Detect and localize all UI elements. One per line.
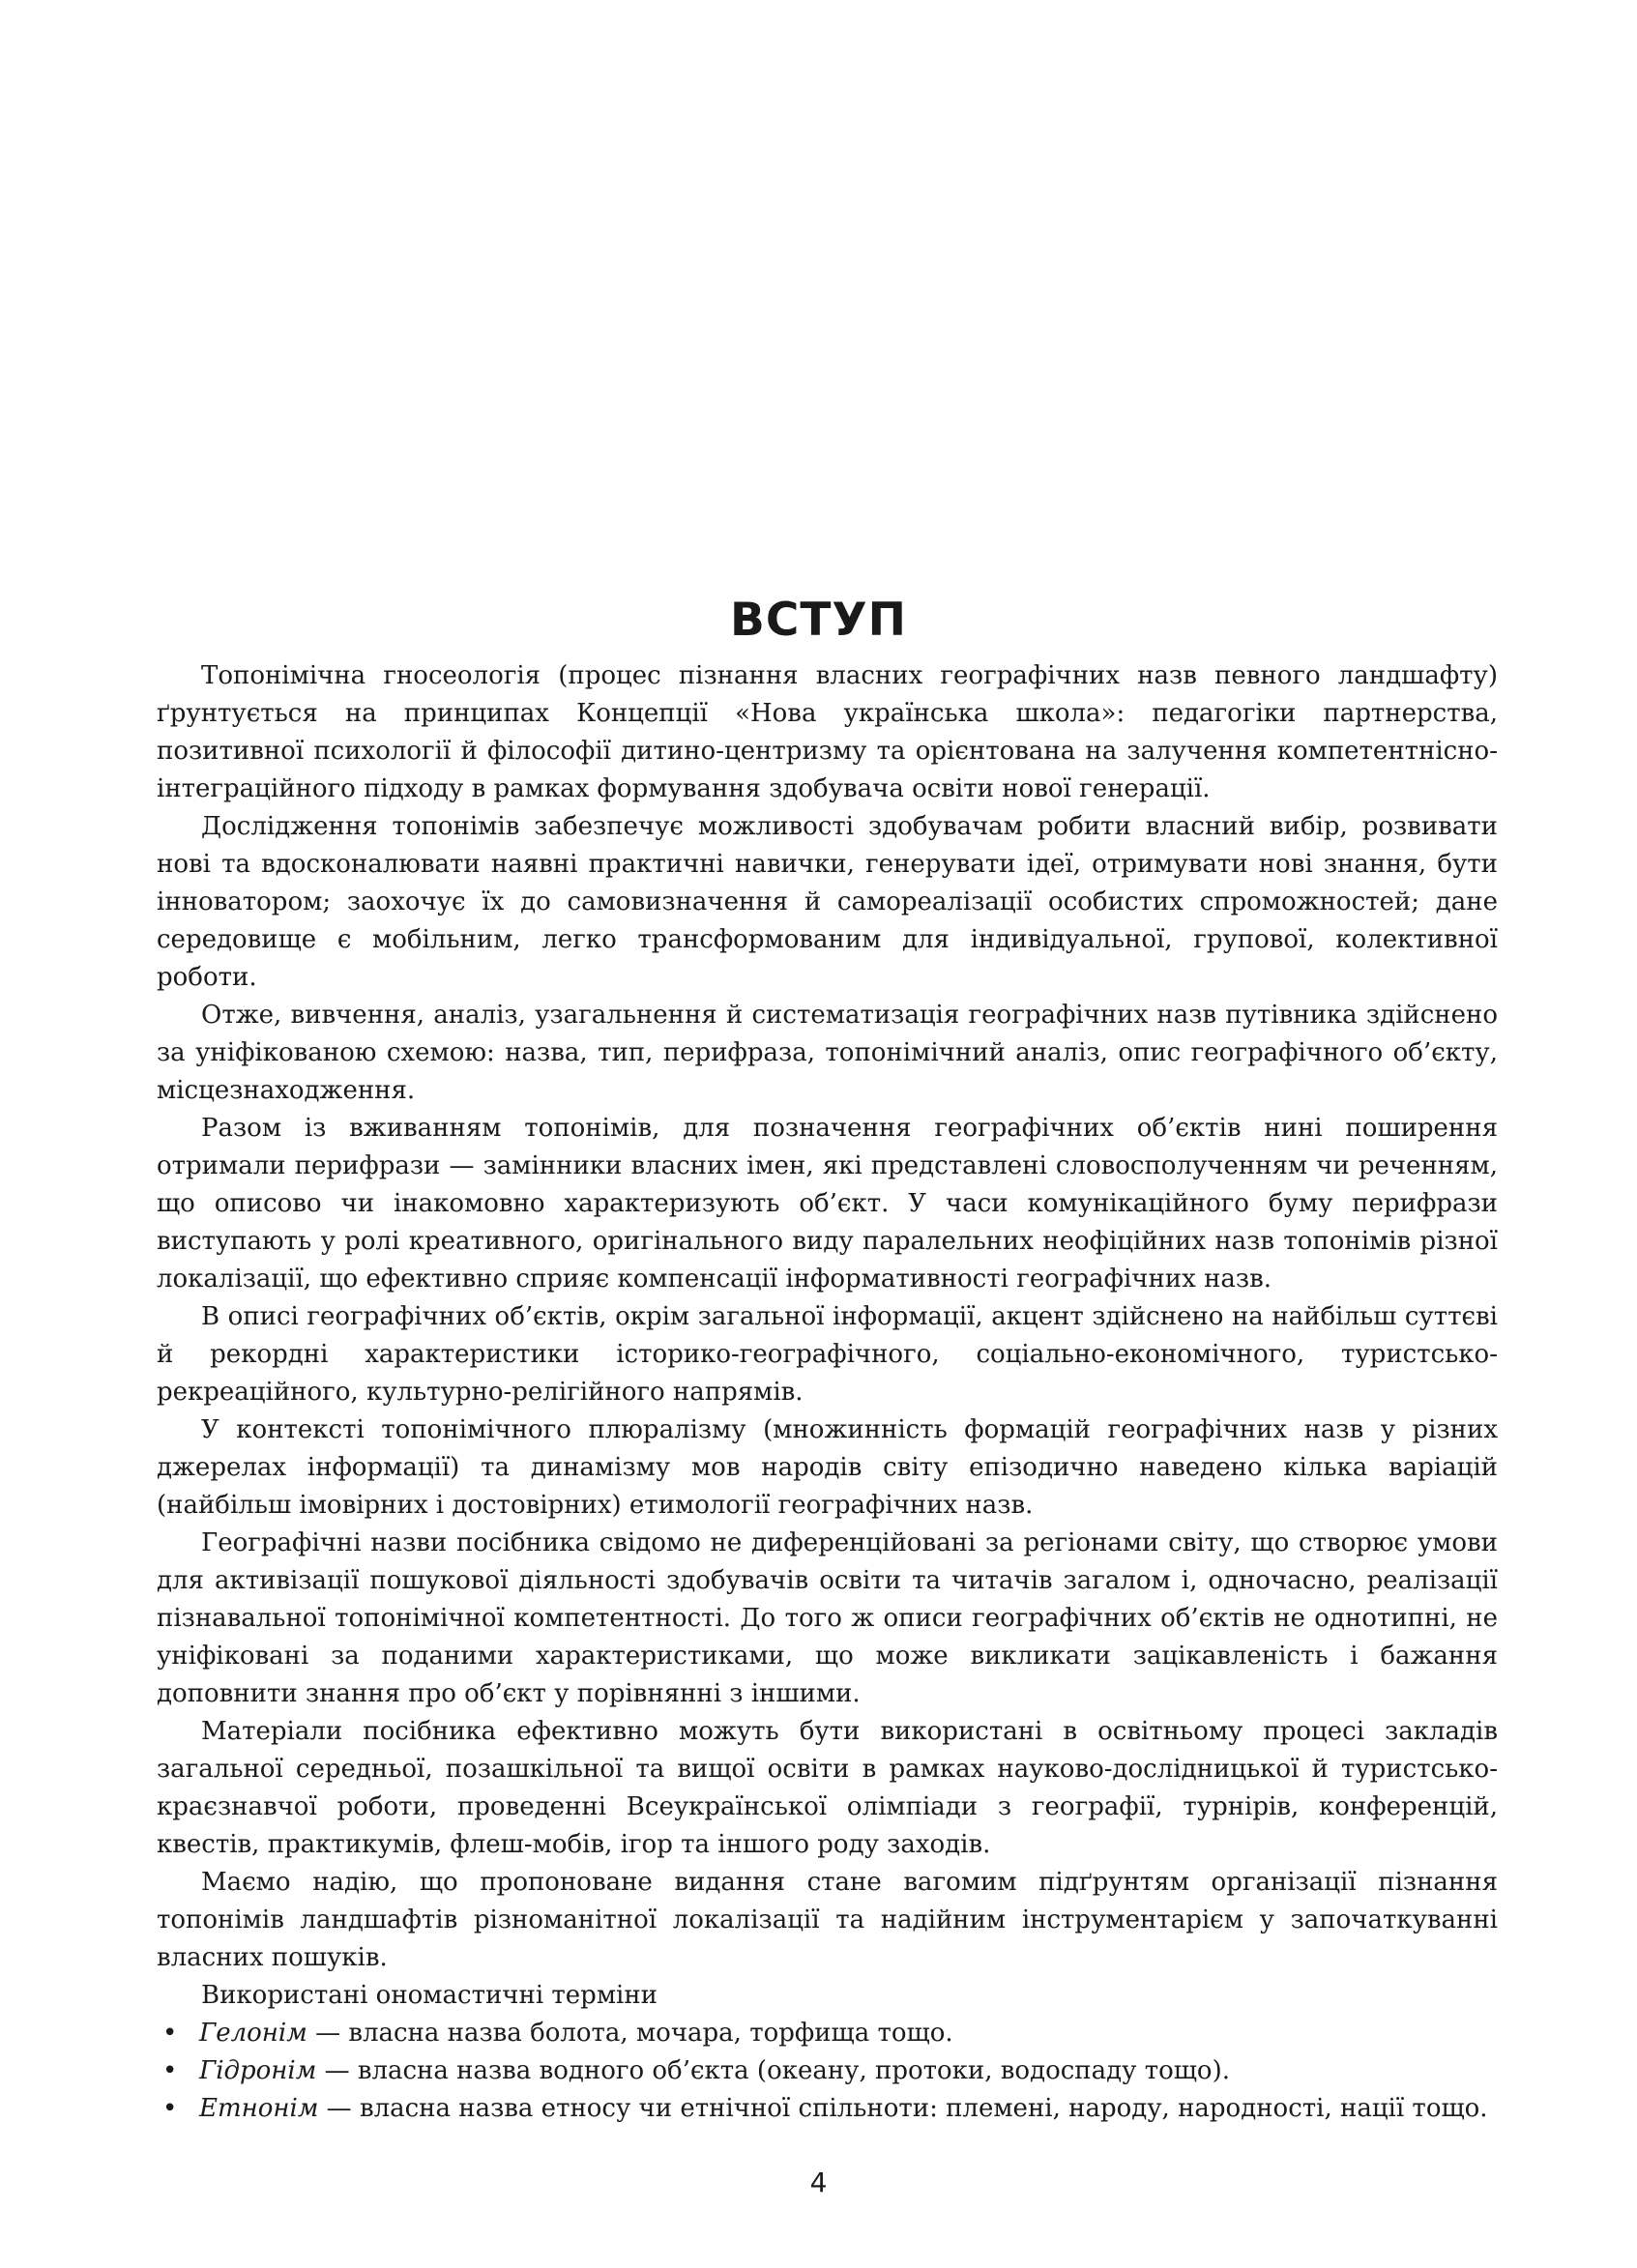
term-item (157, 2090, 1498, 2128)
paragraph: Матеріали посібника ефективно можуть бути використані в освітньому процесі закладів загальної середньої, позашкільної та вищої освіти в рамках науково-дослідницької й туристсько-краєзнавчої роботи, проведенні Всеукраїнської олімпіади з географії, турнірів, конференцій, квестів, практикумів, флеш-мобів, ігор та іншого роду заходів. (157, 1717, 1498, 1859)
term-definition: — власна назва етносу чи етнічної спільноти: племені, народу, народності, нації тощо. (318, 2094, 1488, 2123)
terms-list (157, 2015, 1498, 2128)
body-text (157, 657, 1498, 2128)
term-name: Етнонім (199, 2094, 319, 2123)
paragraph: Маємо надію, що пропоноване видання стане вагомим підґрунтям організації пізнання топонімів ландшафтів різноманітної локалізації та надійним інструментарієм у започаткуванні власних пошуків. (157, 1868, 1498, 1972)
term-definition: — власна назва болота, мочара, торфища тощо. (307, 2019, 953, 2048)
bullet-icon: • (162, 2094, 178, 2123)
paragraph: Топонімічна гносеологія (процес пізнання власних географічних назв певного ландшафту) ґрунтується на принципах Концепції «Нова українська школа»: педагогіки партнерства, позитивної психології й філософії дитино-центризму та орієнтована на залучення компетентнісно-інтеграційного підходу в рамках формування здобувача освіти нової генерації. (157, 661, 1498, 803)
term-item (157, 2052, 1498, 2090)
paragraph: В описі географічних об’єктів, окрім загальної інформації, акцент здійснено на найбільш суттєві й рекордні характеристики історико-географічного, соціально-економічного, туристсько-рекреаційного, культурно-релігійного напрямів. (157, 1302, 1498, 1407)
term-definition: — власна назва водного об’єкта (океану, протоки, водоспаду тощо). (316, 2056, 1230, 2085)
paragraph: Дослідження топонімів забезпечує можливості здобувачам робити власний вибір, розвивати нові та вдосконалювати наявні практичні навички, генерувати ідеї, отримувати нові знання, бути інноватором; заохочує їх до самовизначення й самореалізації особистих спроможностей; дане середовище є мобільним, легко трансформованим для індивідуальної, групової, колективної роботи. (157, 812, 1498, 992)
term-name: Гідронім (199, 2056, 317, 2085)
term-item (157, 2015, 1498, 2052)
bullet-icon: • (162, 2019, 178, 2048)
paragraph: У контексті топонімічного плюралізму (множинність формацій географічних назв у різних джерелах інформації) та динамізму мов народів світу епізодично наведено кілька варіацій (найбільш імовірних і достовірних) етимології географічних назв. (157, 1415, 1498, 1520)
page-number: 4 (809, 2166, 828, 2198)
paragraph: Географічні назви посібника свідомо не диференційовані за регіонами світу, що створює умови для активізації пошукової діяльності здобувачів освіти та читачів загалом і, одночасно, реалізації пізнавальної топонімічної компетентності. До того ж описи географічних об’єктів не однотипні, не уніфіковані за поданими характеристиками, що може викликати зацікавленість і бажання доповнити знання про об’єкт у порівнянні з іншими. (157, 1528, 1498, 1708)
page-title: ВСТУП (730, 594, 907, 647)
term-name: Гелонім (199, 2019, 307, 2048)
terms-heading: Використані ономастичні терміни (201, 1981, 658, 2010)
paragraph: Отже, вивчення, аналіз, узагальнення й систематизація географічних назв путівника здійснено за уніфікованою схемою: назва, тип, перифраза, топонімічний аналіз, опис географічного об’єкту, місцезнаходження. (157, 1001, 1498, 1105)
paragraph: Разом із вживанням топонімів, для позначення географічних об’єктів нині поширення отримали перифрази — замінники власних імен, які представлені словосполученням чи реченням, що описово чи інакомовно характеризують об’єкт. У часи комунікаційного буму перифрази виступають у ролі креативного, оригінального виду паралельних неофіційних назв топонімів різної локалізації, що ефективно сприяє компенсації інформативності географічних назв. (157, 1114, 1498, 1294)
bullet-icon: • (162, 2056, 178, 2085)
